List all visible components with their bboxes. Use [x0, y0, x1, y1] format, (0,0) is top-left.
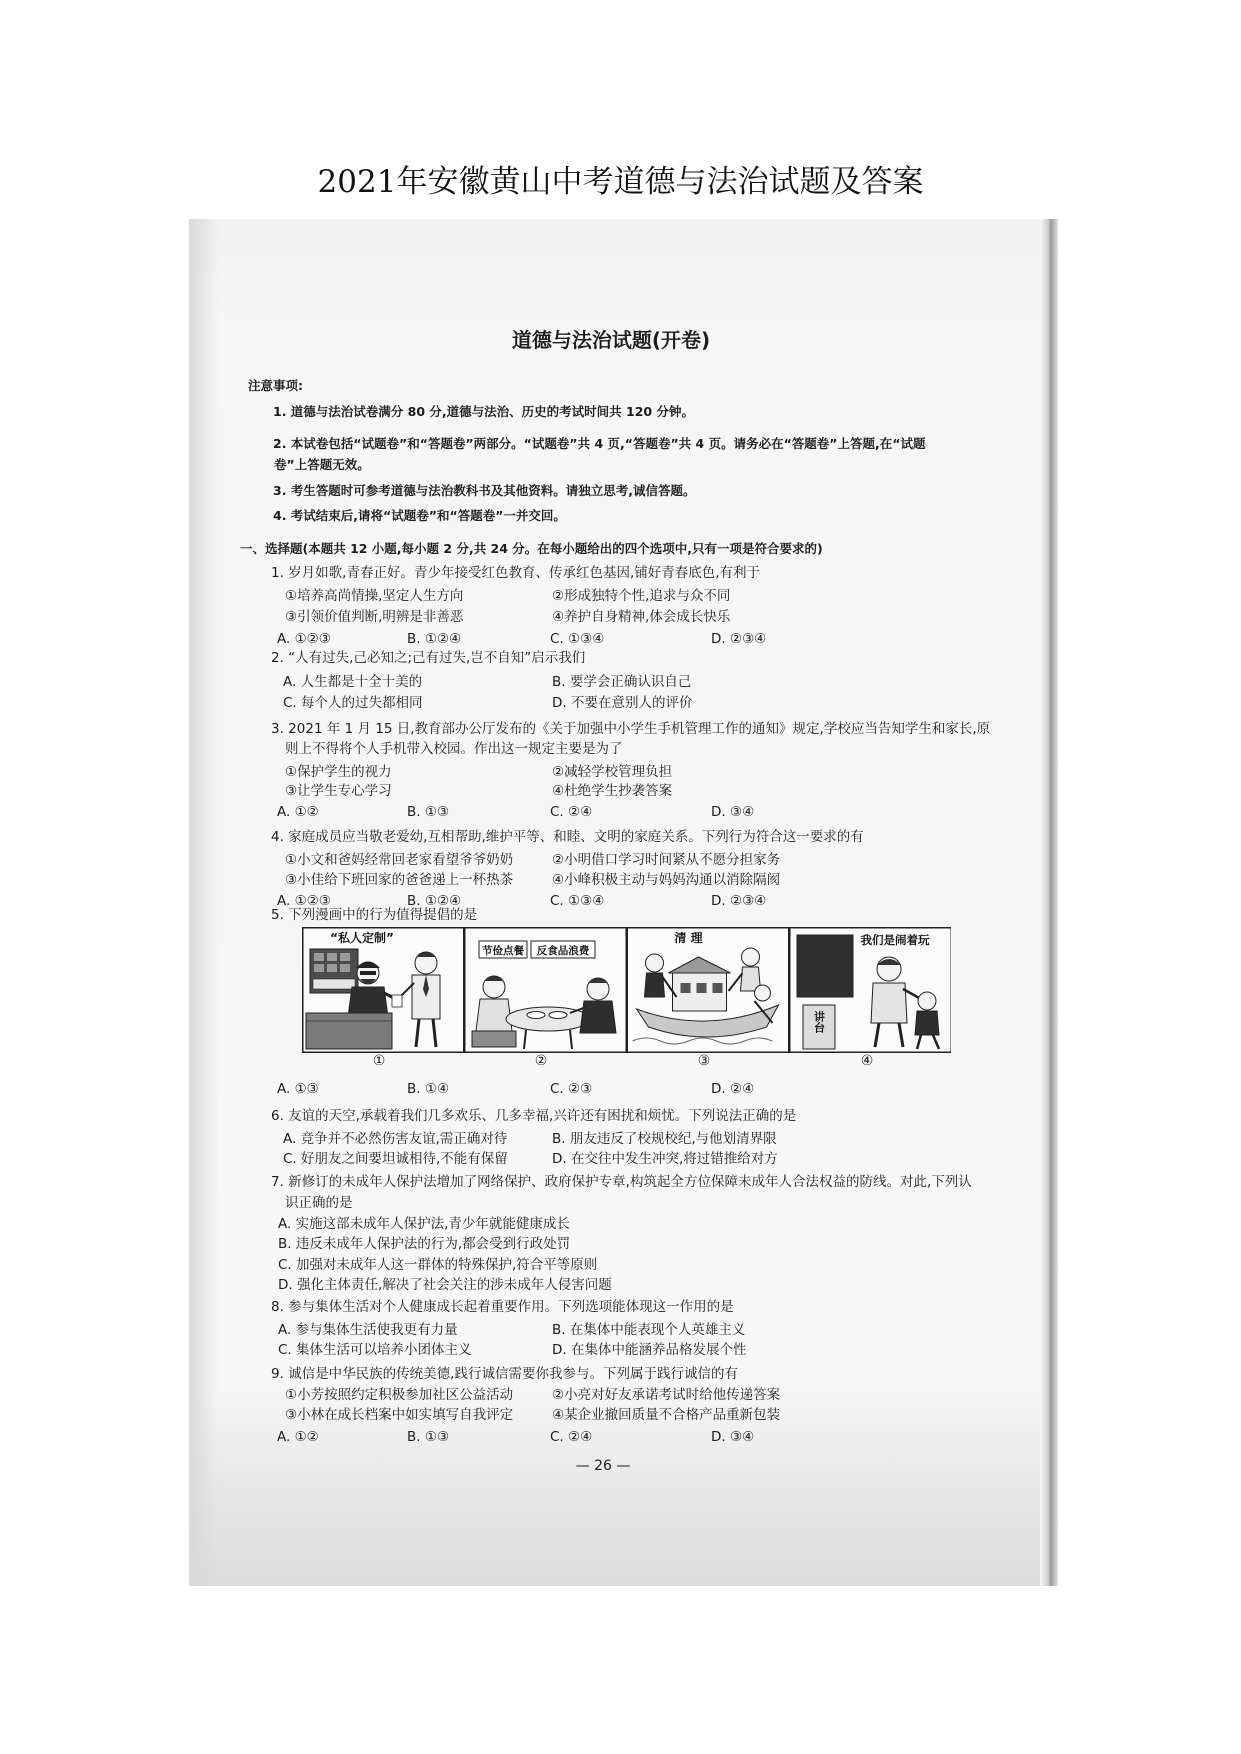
question-stem: 4. 家庭成员应当敬老爱幼,互相帮助,维护平等、和睦、文明的家庭关系。下列行为符合这一要求的有 [271, 829, 864, 845]
statement: ①保护学生的视力 [285, 764, 392, 780]
panel-number: ④ [860, 1053, 874, 1069]
statement: ④某企业撤回质量不合格产品重新包装 [552, 1407, 781, 1423]
option-d: D. 在集体中能涵养品格发展个性 [552, 1342, 747, 1358]
notice-item-continued: 卷”上答题无效。 [274, 457, 370, 472]
option-b: B. ①③ [407, 1429, 450, 1445]
option-b: B. 在集体中能表现个人英雄主义 [552, 1322, 746, 1338]
comic-strip [302, 927, 951, 1053]
statement: ④杜绝学生抄袭答案 [552, 783, 673, 799]
panel-4-caption: 我们是闹着玩 [860, 933, 930, 947]
option-d: D. ③④ [711, 1429, 755, 1445]
option-c: C. ②③ [550, 1081, 593, 1097]
statement: ②小亮对好友承诺考试时给他传递答案 [552, 1387, 781, 1403]
statement: ①小芳按照约定积极参加社区公益活动 [285, 1387, 514, 1403]
option-b: B. 违反未成年人保护法的行为,都会受到行政处罚 [278, 1236, 571, 1252]
question-stem-continued: 识正确的是 [285, 1195, 353, 1211]
question-stem: 9. 诚信是中华民族的传统美德,践行诚信需要你我参与。下列属于践行诚信的有 [271, 1366, 738, 1382]
option-b: B. ①②④ [407, 631, 462, 647]
question-stem: 1. 岁月如歌,青春正好。青少年接受红色教育、传承红色基因,铺好青春底色,有利于 [271, 565, 761, 581]
panel-1-caption: “私人定制” [330, 931, 394, 945]
statement: ②减轻学校管理负担 [552, 764, 673, 780]
panel-3-caption: 清 理 [674, 931, 703, 945]
question-stem: 5. 下列漫画中的行为值得提倡的是 [271, 907, 478, 923]
option-b: B. ①③ [407, 804, 450, 820]
question-stem: 7. 新修订的未成年人保护法增加了网络保护、政府保护专章,构筑起全方位保障未成年人合法权益的防线。对此,下列认 [271, 1174, 972, 1190]
option-b: B. ①④ [407, 1081, 450, 1097]
notice-item: 1. 道德与法治试卷满分 80 分,道德与法治、历史的考试时间共 120 分钟。 [273, 404, 694, 419]
option-c: C. ②④ [550, 1429, 593, 1445]
exam-heading: 道德与法治试题(开卷) [511, 328, 711, 352]
desk [306, 1013, 392, 1049]
comic-panel-4 [790, 928, 951, 1053]
panel-number: ② [534, 1053, 548, 1069]
option-b: B. 朋友违反了校规校纪,与他划清界限 [552, 1131, 777, 1147]
statement: ③小佳给下班回家的爸爸递上一杯热茶 [285, 872, 514, 888]
panel-number: ③ [697, 1053, 711, 1069]
question-stem: 8. 参与集体生活对个人健康成长起着重要作用。下列选项能体现这一作用的是 [271, 1299, 734, 1315]
option-c: C. ①③④ [550, 893, 605, 909]
option-c: C. 好朋友之间要坦诚相待,不能有保留 [283, 1151, 508, 1167]
question-stem: 3. 2021 年 1 月 15 日,教育部办公厅发布的《关于加强中小学生手机管理工作的通知》规定,学校应当告知学生和家长,原 [271, 721, 991, 737]
statement: ④小峰积极主动与妈妈沟通以消除隔阂 [552, 872, 781, 888]
podium [803, 1005, 835, 1049]
option-a: A. ①②③ [277, 631, 331, 647]
option-a: A. ①③ [277, 1081, 319, 1097]
notice-item: 4. 考试结束后,请将“试题卷”和“答题卷”一并交回。 [273, 508, 566, 523]
option-d: D. ②③④ [711, 631, 767, 647]
option-a: A. 实施这部未成年人保护法,青少年就能健康成长 [278, 1216, 570, 1232]
computer-screen [310, 949, 358, 993]
option-c: C. ②④ [550, 804, 593, 820]
statement: ②形成独特个性,追求与众不同 [552, 588, 731, 604]
statement: ②小明借口学习时间紧从不愿分担家务 [552, 852, 781, 868]
option-b: B. ①②④ [407, 893, 462, 909]
question-stem: 2. “人有过失,己必知之;己有过失,岂不自知”启示我们 [271, 650, 586, 666]
statement: ④养护自身精神,体会成长快乐 [552, 609, 731, 625]
comic-panel-1 [303, 928, 464, 1053]
notice-title: 注意事项: [248, 378, 303, 393]
option-a: A. ①②③ [277, 893, 331, 909]
option-d: D. 不要在意别人的评价 [552, 695, 693, 711]
question-stem: 6. 友谊的天空,承载着我们几多欢乐、几多幸福,兴许还有困扰和烦忧。下列说法正确的是 [271, 1108, 797, 1124]
panel-number: ① [372, 1053, 386, 1069]
option-c: C. 加强对未成年人这一群体的特殊保护,符合平等原则 [278, 1257, 598, 1273]
section-header: 一、选择题(本题共 12 小题,每小题 2 分,共 24 分。在每小题给出的四个选项中,只有一项是符合要求的) [240, 541, 823, 556]
sign-frugal-ordering: 节俭点餐 [482, 945, 524, 957]
option-d: D. 强化主体责任,解决了社会关注的涉未成年人侵害问题 [278, 1277, 612, 1293]
option-c: C. 集体生活可以培养小团体主义 [278, 1342, 472, 1358]
comic-panel-2 [465, 928, 627, 1053]
podium-label: 讲台 [812, 1011, 826, 1033]
option-a: A. 竞争并不必然伤害友谊,需正确对待 [283, 1131, 508, 1147]
option-b: B. 要学会正确认识自己 [552, 674, 692, 690]
option-d: D. ③④ [711, 804, 755, 820]
statement: ③引领价值判断,明辨是非善恶 [285, 609, 464, 625]
option-c: C. ①③④ [550, 631, 605, 647]
notice-item: 2. 本试卷包括“试题卷”和“答题卷”两部分。“试题卷”共 4 页,“答题卷”共 4 页。请务必在“答题卷”上答题,在“试题 [273, 436, 926, 451]
option-a: A. ①② [277, 1429, 319, 1445]
sign-anti-food-waste: 反食品浪费 [536, 945, 590, 957]
question-stem-continued: 则上不得将个人手机带入校园。作出这一规定主要是为了 [285, 741, 623, 757]
document-title: 2021年安徽黄山中考道德与法治试题及答案 [317, 164, 924, 200]
option-a: A. 参与集体生活使我更有力量 [278, 1322, 458, 1338]
statement: ①培养高尚情操,坚定人生方向 [285, 588, 464, 604]
option-d: D. 在交往中发生冲突,将过错推给对方 [552, 1151, 778, 1167]
option-a: A. 人生都是十全十美的 [283, 674, 423, 690]
page-number: — 26 — [575, 1458, 631, 1474]
option-d: D. ②③④ [711, 893, 767, 909]
notice-item: 3. 考生答题时可参考道德与法治教科书及其他资料。请独立思考,诚信答题。 [273, 483, 696, 498]
statement: ①小文和爸妈经常回老家看望爷爷奶奶 [285, 852, 514, 868]
statement: ③让学生专心学习 [285, 783, 392, 799]
option-a: A. ①② [277, 804, 319, 820]
comic-panel-3 [627, 928, 789, 1053]
blackboard [797, 935, 853, 997]
statement: ③小林在成长档案中如实填写自我评定 [285, 1407, 514, 1423]
option-c: C. 每个人的过失都相同 [283, 695, 423, 711]
option-d: D. ②④ [711, 1081, 755, 1097]
